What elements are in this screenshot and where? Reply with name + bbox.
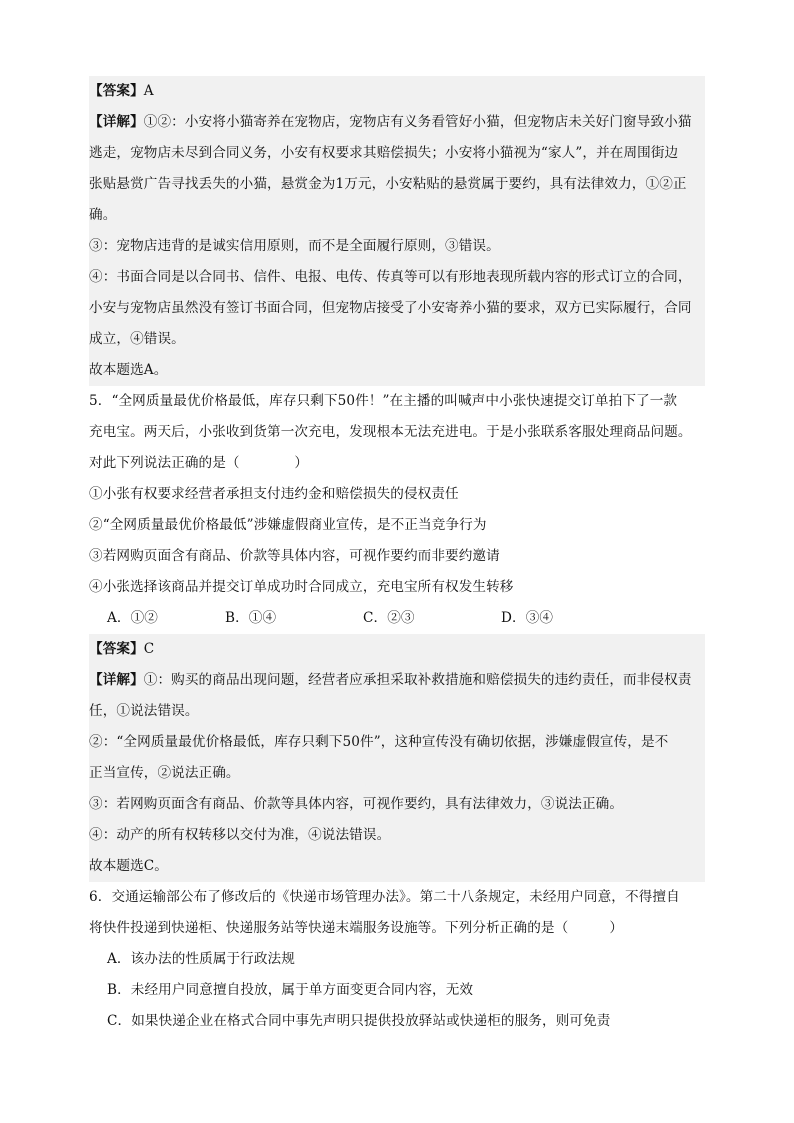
option-c: C．如果快递企业在格式合同中事先声明只提供投放驿站或快递柜的服务，则可免责 [107,1013,611,1029]
detail-line [89,107,705,138]
answer-line [89,76,705,107]
answer-label: 【答案】 [89,641,144,657]
question-stem-line: 5．“全网质量最优价格最低，库存只剩下50件！”在主播的叫喊声中小张快速提交订单拍下了一款 [89,393,678,409]
answer-label: 【答案】 [89,83,144,99]
statement-item: ①小张有权要求经营者承担支付违约金和赔偿损失的侵权责任 [89,486,459,502]
statement-item: ④小张选择该商品并提交订单成功时合同成立，充电宝所有权发生转移 [89,579,514,595]
detail-line: 成立，④错误。 [89,331,185,347]
detail-line: ③：宠物店违背的是诚实信用原则，而不是全面履行原则，③错误。 [89,238,500,254]
statement-item: ②“全网质量最优价格最低”涉嫌虚假商业宣传，是不正当竞争行为 [89,517,487,533]
option-a: A．①② [107,610,158,626]
document-page [89,76,705,1037]
answer-value: C [143,641,155,657]
answer-line [89,634,705,665]
detail-line: 确。 [89,207,117,223]
option-b: B．未经用户同意擅自投放，属于单方面变更合同内容，无效 [107,982,474,998]
question-5 [89,386,705,634]
detail-line: ②：“全网质量最优价格最低，库存只剩下50件”，这种宣传没有确切依据，涉嫌虚假宣传，是不 [89,734,669,750]
detail-line: ④：书面合同是以合同书、信件、电报、电传、传真等可以有形地表现所载内容的形式订立的合同， [89,269,692,285]
question-stem-line: 将快件投递到快递柜、快递服务站等快递末端服务设施等。下列分析正确的是（ ） [89,920,624,936]
detail-label: 【详解】 [89,114,144,130]
question-6 [89,882,705,1037]
conclusion-line: 故本题选C。 [89,858,168,874]
option-b: B．①④ [225,610,277,626]
detail-line: ③：若网购页面含有商品、价款等具体内容，可视作要约，具有法律效力，③说法正确。 [89,796,624,812]
conclusion-line: 故本题选A。 [89,362,168,378]
detail-line: 张贴悬赏广告寻找丢失的小猫，悬赏金为1万元，小安粘贴的悬赏属于要约，具有法律效力，①②正 [89,176,687,192]
answer-options [89,603,705,634]
detail-line: 小安与宠物店虽然没有签订书面合同，但宠物店接受了小安寄养小猫的要求，双方已实际履行，合同 [89,300,692,316]
detail-line [89,665,705,696]
question-stem-line: 6．交通运输部公布了修改后的《快递市场管理办法》。第二十八条规定，未经用户同意，不得擅自 [89,889,680,905]
option-a: A．该办法的性质属于行政法规 [107,951,295,967]
answer-value: A [143,83,154,99]
detail-line: 任，①说法错误。 [89,703,199,719]
detail-line: 正当宣传，②说法正确。 [89,765,240,781]
answer-block-5 [89,634,705,882]
question-stem-line: 充电宝。两天后，小张收到货第一次充电，发现根本无法充进电。于是小张联系客服处理商品问题。 [89,424,692,440]
option-c: C．②③ [363,610,415,626]
detail-text: ①②：小安将小猫寄养在宠物店，宠物店有义务看管好小猫，但宠物店未关好门窗导致小猫 [143,114,692,130]
answer-block-4 [89,76,705,386]
option-d: D．③④ [501,610,554,626]
detail-line: ④：动产的所有权转移以交付为准，④说法错误。 [89,827,391,843]
detail-label: 【详解】 [89,672,144,688]
question-stem-line: 对此下列说法正确的是（ ） [89,455,309,471]
statement-item: ③若网购页面含有商品、价款等具体内容，可视作要约而非要约邀请 [89,548,500,564]
detail-text: ①：购买的商品出现问题，经营者应承担采取补救措施和赔偿损失的违约责任，而非侵权责 [143,672,692,688]
detail-line: 逃走，宠物店未尽到合同义务，小安有权要求其赔偿损失；小安将小猫视为“家人”，并在周围街边 [89,145,679,161]
